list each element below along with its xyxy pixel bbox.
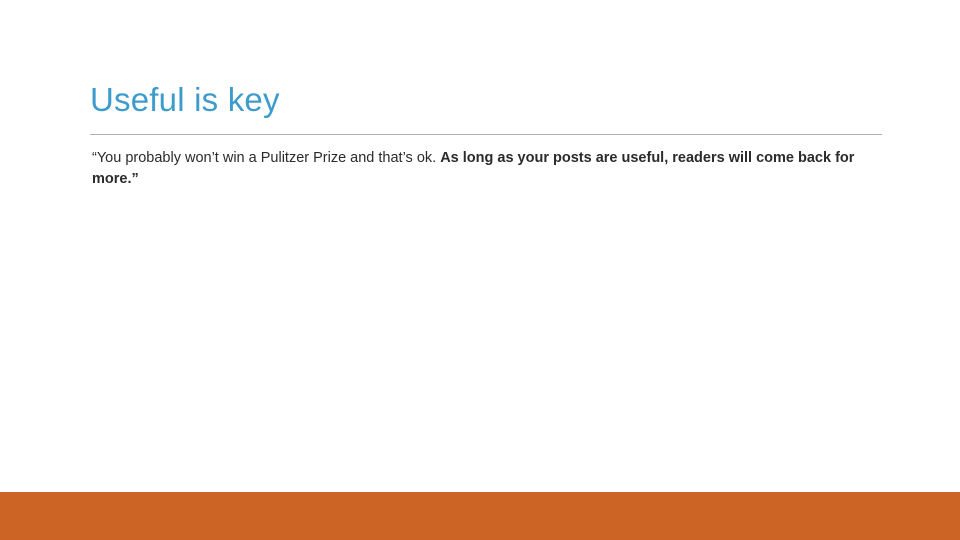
page-title: Useful is key [90,81,280,118]
bottom-accent-bar [0,492,960,540]
quote-bold-segment: As long as your posts are useful, readers will come back for more.” [92,150,855,187]
quote-plain-segment: “You probably won’t win a Pulitzer Prize and that’s ok. [92,150,441,166]
title-divider [90,134,882,135]
slide-body-text [92,148,882,190]
